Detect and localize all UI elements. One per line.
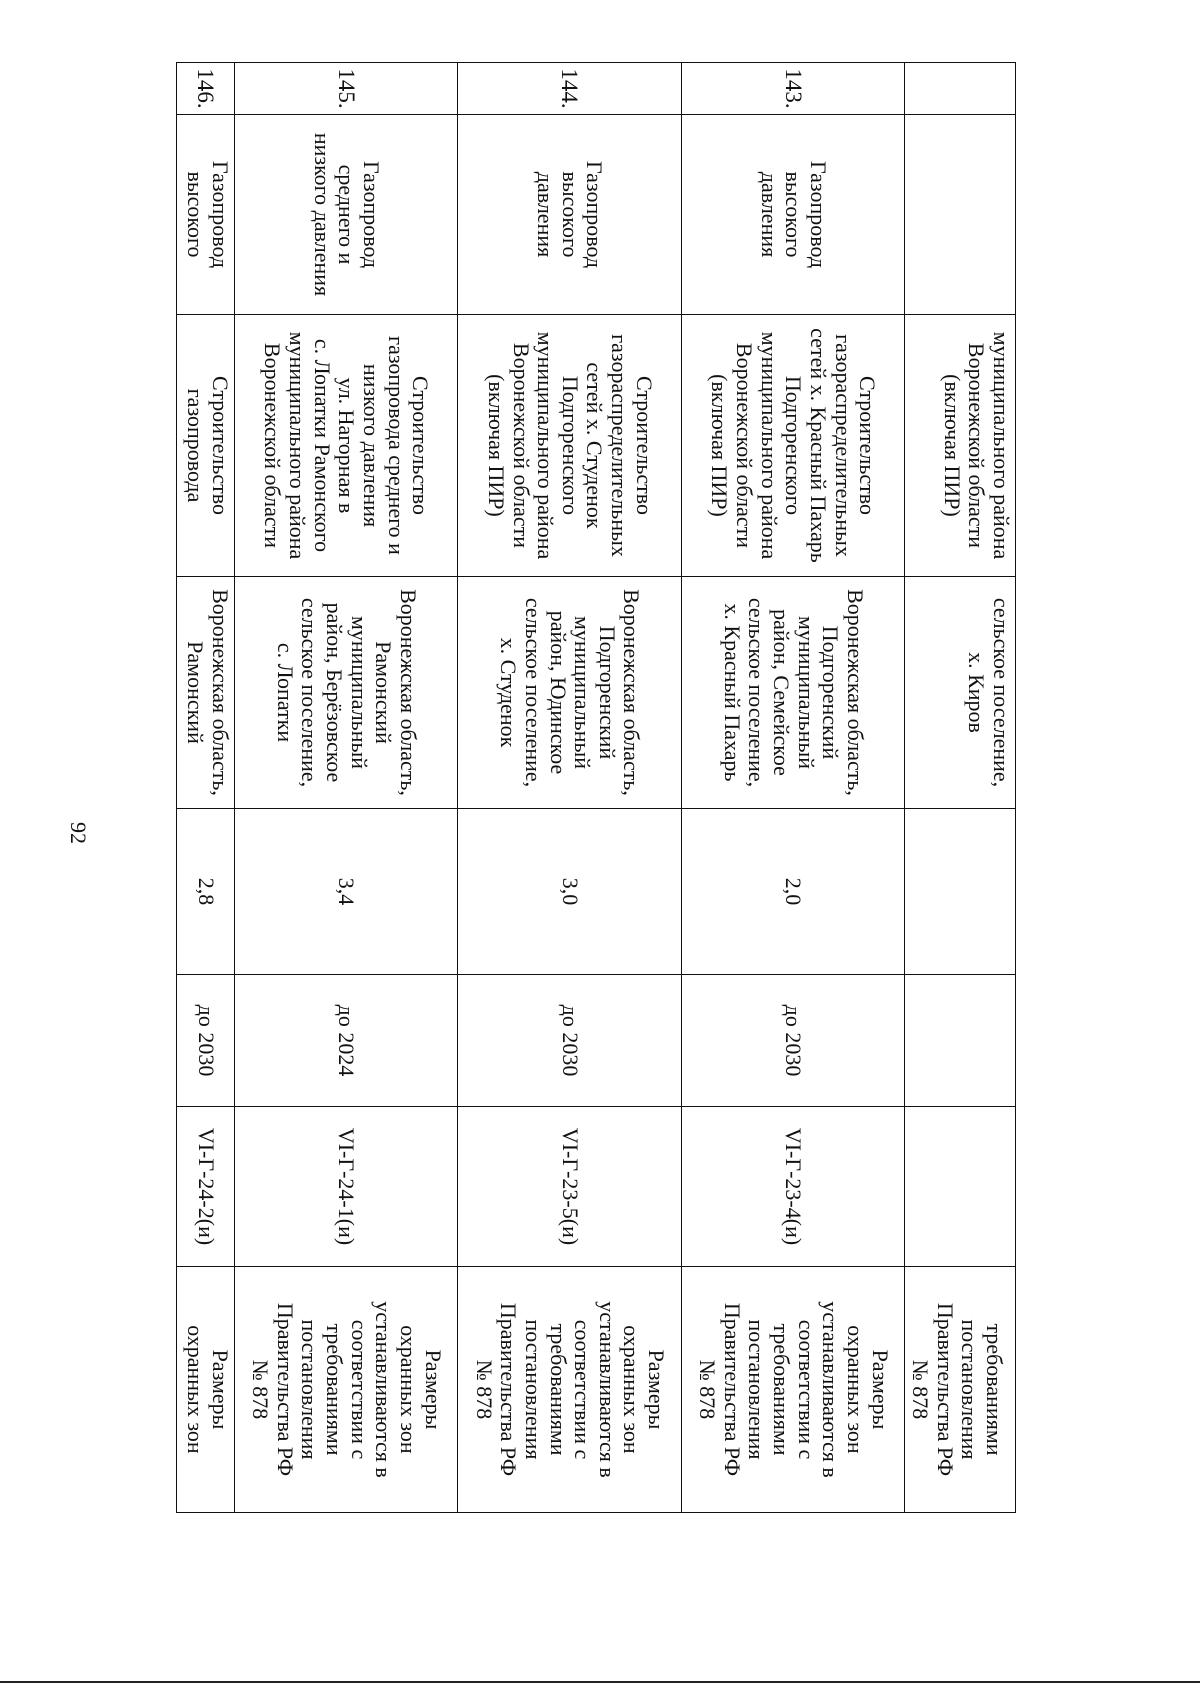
zone-code-cell: VI-Г-24-2(и) [177, 1107, 235, 1267]
zone-code-cell: VI-Г-24-1(и) [234, 1107, 458, 1267]
page-number: 92 [66, 822, 91, 844]
table-row [458, 63, 682, 1513]
protection-zone-cell: Размеры охранных зон устанавливаются в соответствии с требованиями постановления Правительства РФ № 878 [681, 1267, 905, 1513]
zone-code-cell: VI-Г-23-5(и) [458, 1107, 682, 1267]
bottom-divider [0, 1681, 1200, 1683]
protection-zone-cell: Размеры охранных зон устанавливаются в соответствии с требованиями постановления Правительства РФ № 878 [234, 1267, 458, 1513]
term-cell: до 2024 [234, 975, 458, 1107]
object-type-cell: Газопровод высокого давления [681, 115, 905, 315]
project-name-cell: Строительство газораспределительных сетей х. Студенок Подгоренского муниципального района Воронежской области (включая ПИР) [458, 315, 682, 577]
location-cell: Воронежская область, Подгоренский муниципальный район, Семейское сельское поселение, х. Красный Пахарь [681, 577, 905, 809]
table-row [905, 63, 1016, 1513]
row-number-cell: 143. [681, 63, 905, 115]
object-type-cell: Газопровод среднего и низкого давления [234, 115, 458, 315]
term-cell: до 2030 [681, 975, 905, 1107]
object-type-cell: Газопровод высокого давления [458, 115, 682, 315]
row-number-cell: 145. [234, 63, 458, 115]
row-number-cell [905, 63, 1016, 115]
location-cell: Воронежская область, Рамонский муниципальный район, Берёзовское сельское поселение, с. Лопатки [234, 577, 458, 809]
project-name-cell: Строительство газопровода среднего и низкого давления ул. Нагорная в с. Лопатки Рамонского муниципального района Воронежской области [234, 315, 458, 577]
object-type-cell [905, 115, 1016, 315]
zone-code-cell: VI-Г-23-4(и) [681, 1107, 905, 1267]
zone-code-cell [905, 1107, 1016, 1267]
table-row [177, 63, 235, 1513]
project-name-cell: муниципального района Воронежской области (включая ПИР) [905, 315, 1016, 577]
data-table [176, 62, 1016, 1513]
project-name-cell: Строительство газораспределительных сетей х. Красный Пахарь Подгоренского муниципального района Воронежской области (включая ПИР) [681, 315, 905, 577]
term-cell: до 2030 [458, 975, 682, 1107]
row-number-cell: 146. [177, 63, 235, 115]
protection-zone-cell: Размеры охранных зон устанавливаются в соответствии с требованиями постановления Правительства РФ № 878 [458, 1267, 682, 1513]
table-row [234, 63, 458, 1513]
parameter-cell: 2,0 [681, 809, 905, 975]
parameter-cell: 3,0 [458, 809, 682, 975]
location-cell: Воронежская область, Подгоренский муниципальный район, Юдинское сельское поселение, х. Студенок [458, 577, 682, 809]
protection-zone-cell: требованиями постановления Правительства РФ № 878 [905, 1267, 1016, 1513]
protection-zone-cell: Размеры охранных зон [177, 1267, 235, 1513]
row-number-cell: 144. [458, 63, 682, 115]
object-type-cell: Газопровод высокого [177, 115, 235, 315]
term-cell [905, 975, 1016, 1107]
project-name-cell: Строительство газопровода [177, 315, 235, 577]
parameter-cell [905, 809, 1016, 975]
term-cell: до 2030 [177, 975, 235, 1107]
location-cell: сельское поселение, х. Киров [905, 577, 1016, 809]
table-container [176, 62, 1016, 1512]
parameter-cell: 2,8 [177, 809, 235, 975]
table-row [681, 63, 905, 1513]
parameter-cell: 3,4 [234, 809, 458, 975]
location-cell: Воронежская область, Рамонский [177, 577, 235, 809]
